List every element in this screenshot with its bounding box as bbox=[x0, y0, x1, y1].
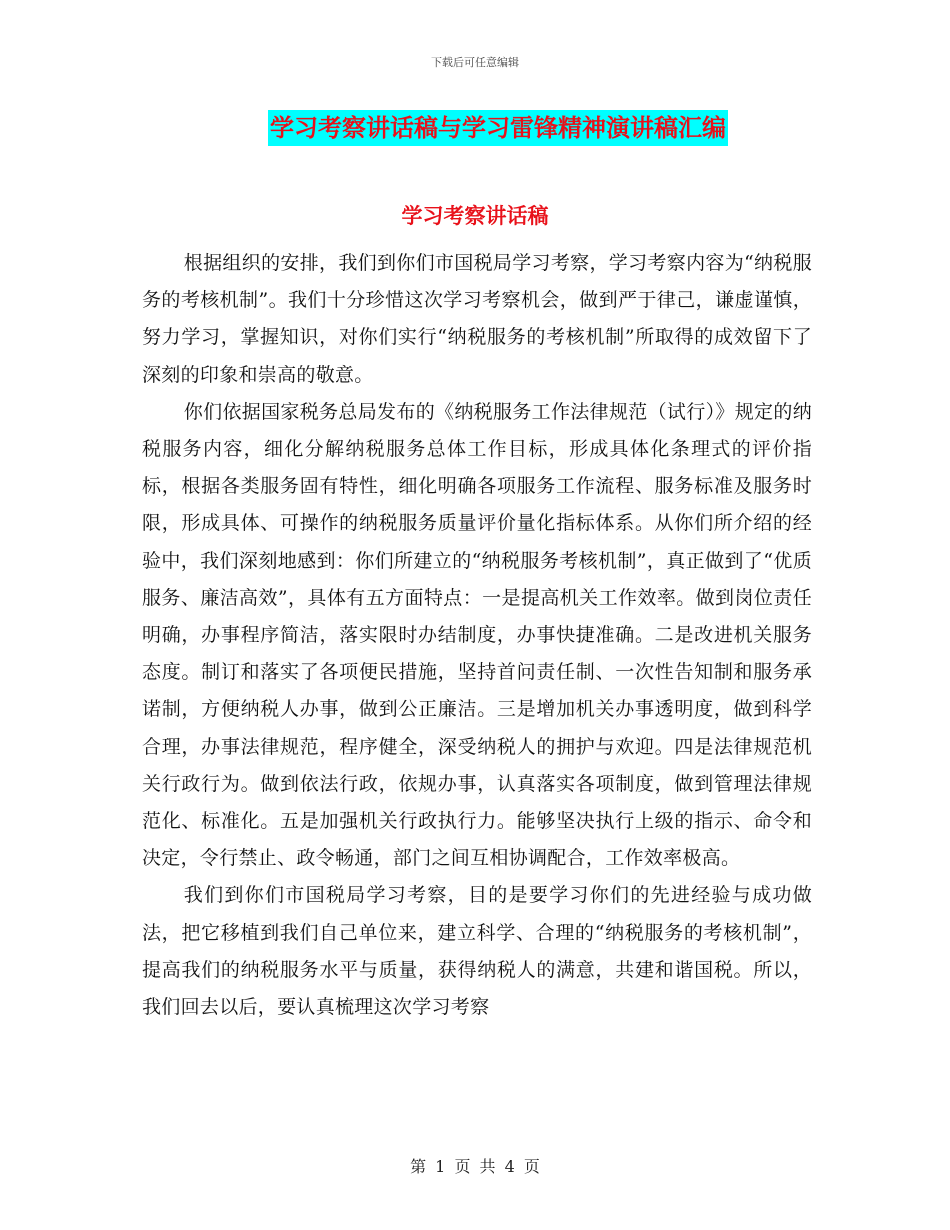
paragraph-1: 根据组织的安排，我们到你们市国税局学习考察，学习考察内容为“纳税服务的考核机制”。我们十分珍惜这次学习考察机会，做到严于律己，谦虚谨慎，努力学习，掌握知识，对你们实行“纳税服务的考核机制”所取得的成效留下了深刻的印象和崇高的敬意。 bbox=[142, 252, 812, 386]
doc-title-container bbox=[0, 110, 950, 146]
page-footer: 第 1 页 共 4 页 bbox=[410, 1157, 540, 1176]
page-header-note: 下载后可任意编辑 bbox=[431, 56, 519, 69]
doc-title: 学习考察讲话稿与学习雷锋精神演讲稿汇编 bbox=[268, 110, 728, 146]
body-text bbox=[142, 245, 812, 1026]
paragraph-2: 你们依据国家税务总局发布的《纳税服务工作法律规范（试行）》规定的纳税服务内容，细化分解纳税服务总体工作目标，形成具体化条理式的评价指标，根据各类服务固有特性，细化明确各项服务工作流程、服务标准及服务时限，形成具体、可操作的纳税服务质量评价量化指标体系。从你们所介绍的经验中，我们深刻地感到：你们所建立的“纳税服务考核机制”，真正做到了“优质服务、廉洁高效”，具体有五方面特点：一是提高机关工作效率。做到岗位责任明确，办事程序简洁，落实限时办结制度，办事快捷准确。二是改进机关服务态度。制订和落实了各项便民措施，坚持首问责任制、一次性告知制和服务承诺制，方便纳税人办事，做到公正廉洁。三是增加机关办事透明度，做到科学合理，办事法律规范，程序健全，深受纳税人的拥护与欢迎。四是法律规范机关行政行为。做到依法行政，依规办事，认真落实各项制度，做到管理法律规范化、标准化。五是加强机关行政执行力。能够坚决执行上级的指示、命令和决定，令行禁止、政令畅通，部门之间互相协调配合，工作效率极高。 bbox=[142, 400, 812, 870]
paragraph-3: 我们到你们市国税局学习考察，目的是要学习你们的先进经验与成功做法，把它移植到我们自己单位来，建立科学、合理的“纳税服务的考核机制”，提高我们的纳税服务水平与质量，获得纳税人的满意，共建和谐国税。所以，我们回去以后，要认真梳理这次学习考察 bbox=[142, 884, 812, 1019]
section-title: 学习考察讲话稿 bbox=[401, 204, 549, 228]
